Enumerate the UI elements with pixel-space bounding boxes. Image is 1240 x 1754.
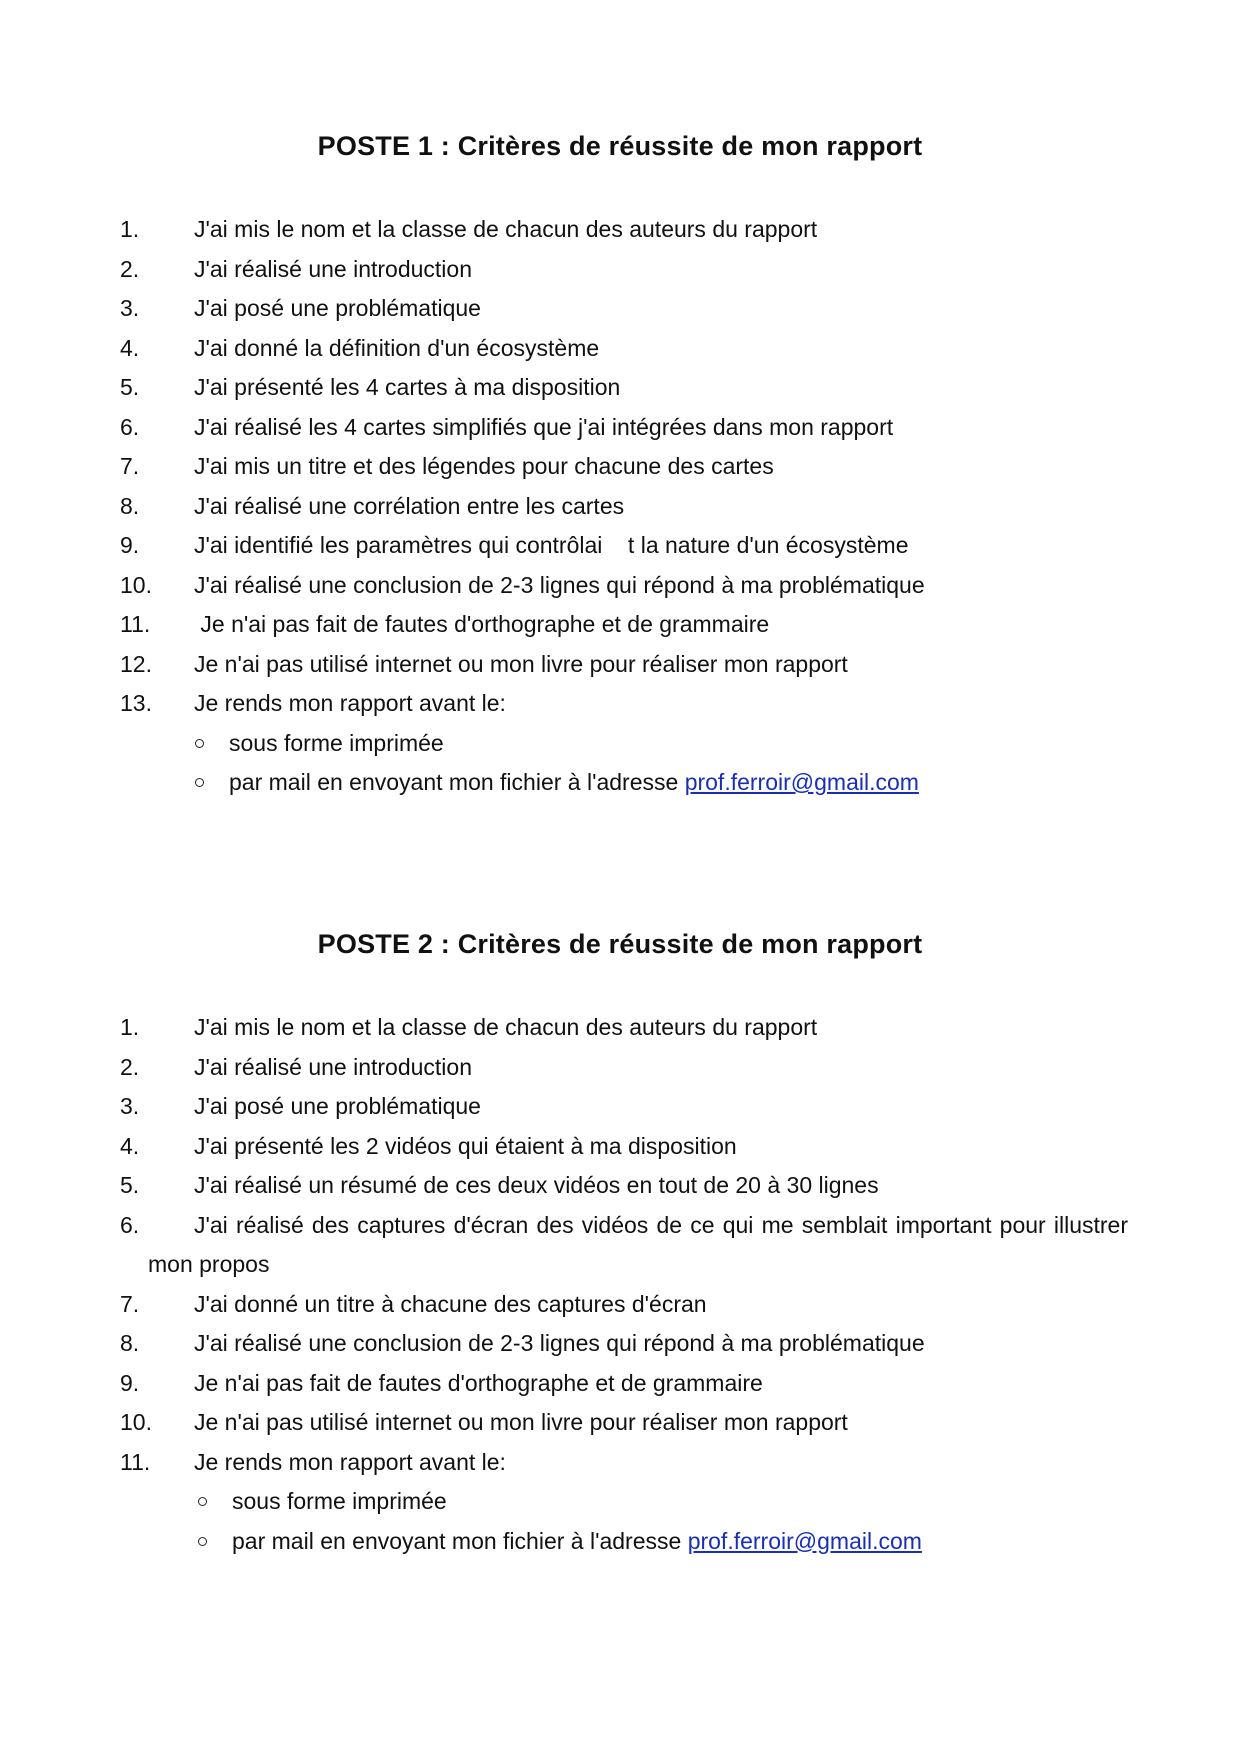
item-text: Je n'ai pas utilisé internet ou mon livre pour réaliser mon rapport bbox=[194, 650, 848, 677]
item-text: J'ai identifié les paramètres qui contrôlai t la nature d'un écosystème bbox=[194, 532, 909, 558]
sub-item-text: sous forme imprimée bbox=[229, 729, 444, 756]
item-text: Je n'ai pas utilisé internet ou mon livre pour réaliser mon rapport bbox=[194, 1409, 848, 1435]
item-number: 9. bbox=[120, 532, 140, 558]
item-text: J'ai mis le nom et la classe de chacun des auteurs du rapport bbox=[194, 1014, 818, 1040]
item-number: 3. bbox=[120, 1093, 140, 1119]
criteria-item bbox=[0, 447, 1240, 487]
email-link[interactable]: prof.ferroir@gmail.com bbox=[687, 1527, 922, 1554]
item-text: Je n'ai pas fait de fautes d'orthographe et de grammaire bbox=[194, 1369, 763, 1396]
item-text: Je rends mon rapport avant le: bbox=[194, 1448, 506, 1475]
item-number: 11. bbox=[120, 1448, 151, 1475]
item-text: J'ai mis le nom et la classe de chacun des auteurs du rapport bbox=[194, 216, 818, 242]
item-text: J'ai réalisé une introduction bbox=[194, 255, 472, 282]
item-number: 10. bbox=[120, 571, 152, 598]
item-number: 6. bbox=[120, 413, 140, 440]
item-number: 2. bbox=[120, 1053, 140, 1080]
email-link[interactable]: prof.ferroir@gmail.com bbox=[684, 769, 919, 795]
item-number: 9. bbox=[120, 1369, 140, 1396]
criteria-item bbox=[0, 605, 1240, 645]
criteria-item bbox=[0, 408, 1240, 448]
poste-2-title: POSTE 2 : Critères de réussite de mon rapport bbox=[317, 929, 923, 959]
item-number: 6. bbox=[120, 1211, 140, 1238]
criteria-item bbox=[0, 487, 1240, 527]
criteria-item bbox=[0, 1285, 1240, 1325]
item-text: J'ai réalisé une introduction bbox=[194, 1053, 472, 1080]
criteria-item bbox=[0, 566, 1240, 606]
item-number: 8. bbox=[120, 492, 140, 519]
item-number: 11. bbox=[120, 611, 151, 637]
item-number: 5. bbox=[120, 1172, 140, 1198]
hollow-circle-bullet-icon bbox=[195, 739, 204, 748]
poste-2-section bbox=[0, 926, 1240, 1561]
criteria-item bbox=[0, 210, 1240, 250]
item-text: J'ai posé une problématique bbox=[194, 1093, 481, 1119]
item-number: 5. bbox=[120, 374, 140, 400]
criteria-item bbox=[0, 1048, 1240, 1088]
item-text: J'ai donné la définition d'un écosystème bbox=[194, 334, 600, 361]
item-number: 4. bbox=[120, 334, 140, 361]
item-number: 1. bbox=[120, 216, 140, 242]
item-text: Je n'ai pas fait de fautes d'orthographe et de grammaire bbox=[194, 611, 770, 637]
item-text: J'ai réalisé une conclusion de 2-3 lignes qui répond à ma problématique bbox=[194, 571, 925, 598]
item-number: 7. bbox=[120, 1290, 140, 1317]
criteria-item bbox=[0, 329, 1240, 369]
sub-list-item bbox=[0, 1522, 1240, 1562]
poste-1-section bbox=[0, 128, 1240, 803]
criteria-item bbox=[0, 684, 1240, 724]
criteria-item bbox=[0, 1166, 1240, 1206]
item-number: 10. bbox=[120, 1409, 152, 1435]
criteria-item bbox=[0, 1127, 1240, 1167]
hollow-circle-bullet-icon bbox=[198, 1537, 207, 1546]
item-number: 4. bbox=[120, 1132, 140, 1159]
sub-list-item bbox=[0, 724, 1240, 764]
item-text: J'ai réalisé une corrélation entre les cartes bbox=[194, 492, 625, 519]
sub-list-item bbox=[0, 763, 1240, 803]
item-text: J'ai mis un titre et des légendes pour chacune des cartes bbox=[194, 453, 774, 479]
item-text: J'ai réalisé des captures d'écran des vidéos de ce qui me semblait important pour illustrer mon propos bbox=[148, 1211, 1128, 1277]
sub-item-text: sous forme imprimée bbox=[232, 1488, 447, 1514]
criteria-item bbox=[0, 368, 1240, 408]
poste-1-criteria-list bbox=[0, 210, 1240, 803]
item-text: J'ai réalisé une conclusion de 2-3 lignes qui répond à ma problématique bbox=[194, 1330, 925, 1356]
criteria-item bbox=[0, 1324, 1240, 1364]
item-text: J'ai donné un titre à chacune des captures d'écran bbox=[194, 1290, 707, 1317]
item-text: J'ai réalisé les 4 cartes simplifiés que j'ai intégrées dans mon rapport bbox=[194, 413, 894, 440]
hollow-circle-bullet-icon bbox=[195, 778, 204, 787]
poste-2-criteria-list bbox=[0, 1008, 1240, 1561]
item-number: 12. bbox=[120, 650, 152, 677]
item-number: 8. bbox=[120, 1330, 140, 1356]
criteria-item bbox=[0, 1008, 1240, 1048]
item-text: J'ai présenté les 4 cartes à ma disposition bbox=[194, 374, 621, 400]
criteria-item bbox=[0, 1443, 1240, 1483]
item-number: 13. bbox=[120, 690, 152, 716]
item-number: 7. bbox=[120, 453, 140, 479]
criteria-item bbox=[0, 1206, 1240, 1285]
item-number: 3. bbox=[120, 295, 140, 321]
item-text: Je rends mon rapport avant le: bbox=[194, 690, 506, 716]
criteria-item bbox=[0, 289, 1240, 329]
criteria-item bbox=[0, 526, 1240, 566]
criteria-item bbox=[0, 250, 1240, 290]
item-text: J'ai présenté les 2 vidéos qui étaient à ma disposition bbox=[194, 1132, 737, 1159]
sub-item-text: par mail en envoyant mon fichier à l'adresse prof.ferroir@gmail.com bbox=[232, 1527, 922, 1554]
item-text: J'ai réalisé un résumé de ces deux vidéos en tout de 20 à 30 lignes bbox=[194, 1172, 879, 1198]
item-number: 2. bbox=[120, 255, 140, 282]
item-text: J'ai posé une problématique bbox=[194, 295, 481, 321]
sub-list-item bbox=[0, 1482, 1240, 1522]
criteria-item bbox=[0, 645, 1240, 685]
criteria-item bbox=[0, 1403, 1240, 1443]
sub-item-text: par mail en envoyant mon fichier à l'adresse prof.ferroir@gmail.com bbox=[229, 769, 919, 795]
criteria-item bbox=[0, 1087, 1240, 1127]
criteria-item bbox=[0, 1364, 1240, 1404]
hollow-circle-bullet-icon bbox=[198, 1497, 207, 1506]
poste-1-title: POSTE 1 : Critères de réussite de mon rapport bbox=[317, 131, 923, 161]
item-number: 1. bbox=[120, 1014, 140, 1040]
